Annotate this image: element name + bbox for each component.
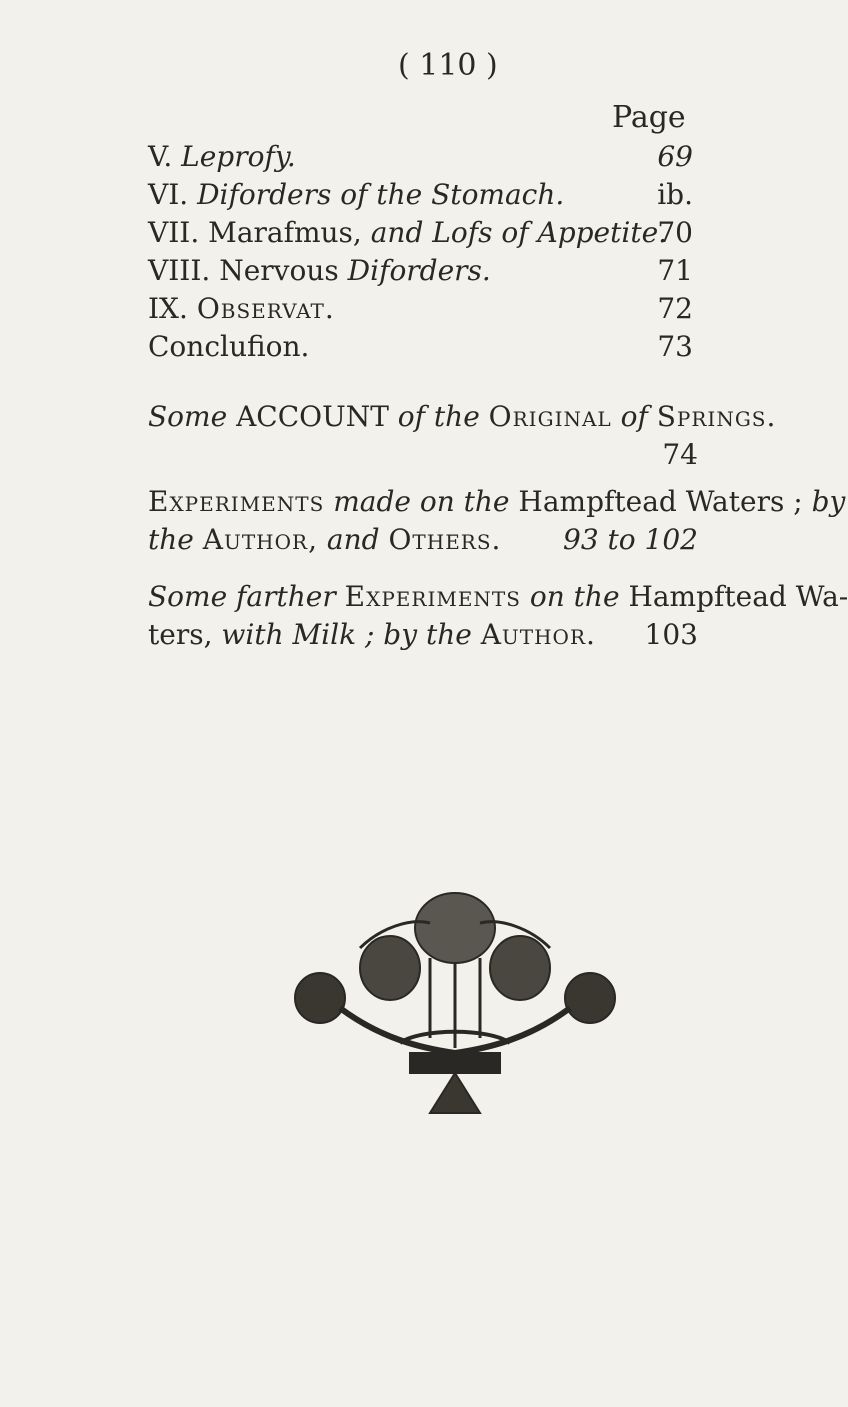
toc-entry <box>148 140 693 180</box>
toc-entry <box>148 178 693 218</box>
section-text: of the <box>397 400 480 433</box>
section-text: Original <box>488 400 612 433</box>
toc-title: Nervous <box>219 254 339 287</box>
toc-numeral: IX. <box>148 292 188 325</box>
section-page: 103 <box>644 618 698 651</box>
toc-entry <box>148 216 693 256</box>
toc-entry <box>148 330 693 370</box>
toc-title-italic: and Lofs of Appetite. <box>370 216 668 249</box>
toc-page: 70 <box>657 216 693 249</box>
toc-page: 71 <box>657 254 693 287</box>
section-text: ters, <box>148 618 213 651</box>
toc-page: 72 <box>657 292 693 325</box>
section-text: on the <box>529 580 620 613</box>
toc-numeral: V. <box>148 140 173 173</box>
section-text: of <box>620 400 648 433</box>
section-page: 93 to 102 <box>563 523 698 556</box>
toc-entry <box>148 292 693 332</box>
toc-title: Diforders of the Stomach. <box>197 178 565 211</box>
section-text: Author. <box>480 618 596 651</box>
section-text: Experiments <box>344 580 521 613</box>
toc-page: ib. <box>657 178 693 211</box>
toc-numeral: VII. <box>148 216 200 249</box>
section-text: by the <box>383 618 472 651</box>
section-text: the <box>148 523 194 556</box>
toc-page: 69 <box>657 140 693 173</box>
toc-page: 73 <box>657 330 693 363</box>
page-column-heading: Page <box>612 100 686 135</box>
section-text: Hampftead Waters ; <box>518 485 803 518</box>
page-number: ( 110 ) <box>398 48 498 83</box>
section-page: 74 <box>662 438 698 471</box>
toc-numeral: VI. <box>148 178 189 211</box>
toc-title: Conclufion. <box>148 330 310 363</box>
section-text: ACCOUNT <box>236 400 389 433</box>
toc-title: Leprofy. <box>181 140 296 173</box>
section-text: Others. <box>388 523 502 556</box>
toc-entry <box>148 254 693 294</box>
section-text: Author, <box>202 523 318 556</box>
section-text: with Milk ; <box>221 618 375 651</box>
section-account <box>148 400 777 433</box>
section-text: Some farther <box>148 580 336 613</box>
section-text: and <box>326 523 380 556</box>
section-farther <box>148 580 848 613</box>
toc-title-italic: Diforders. <box>347 254 491 287</box>
toc-title: Observat. <box>196 292 335 325</box>
section-text: Experiments <box>148 485 325 518</box>
section-farther-line2 <box>148 618 698 651</box>
section-text: made on the <box>333 485 510 518</box>
section-text: Some <box>148 400 228 433</box>
toc-numeral: VIII. <box>148 254 211 287</box>
section-experiments <box>148 485 846 518</box>
toc-title: Marafmus, <box>208 216 362 249</box>
section-experiments-line2 <box>148 523 698 556</box>
section-text: Springs. <box>656 400 777 433</box>
floral-vignette-icon <box>280 888 630 1118</box>
section-text: Hampftead Wa- <box>628 580 848 613</box>
section-text: by <box>811 485 846 518</box>
